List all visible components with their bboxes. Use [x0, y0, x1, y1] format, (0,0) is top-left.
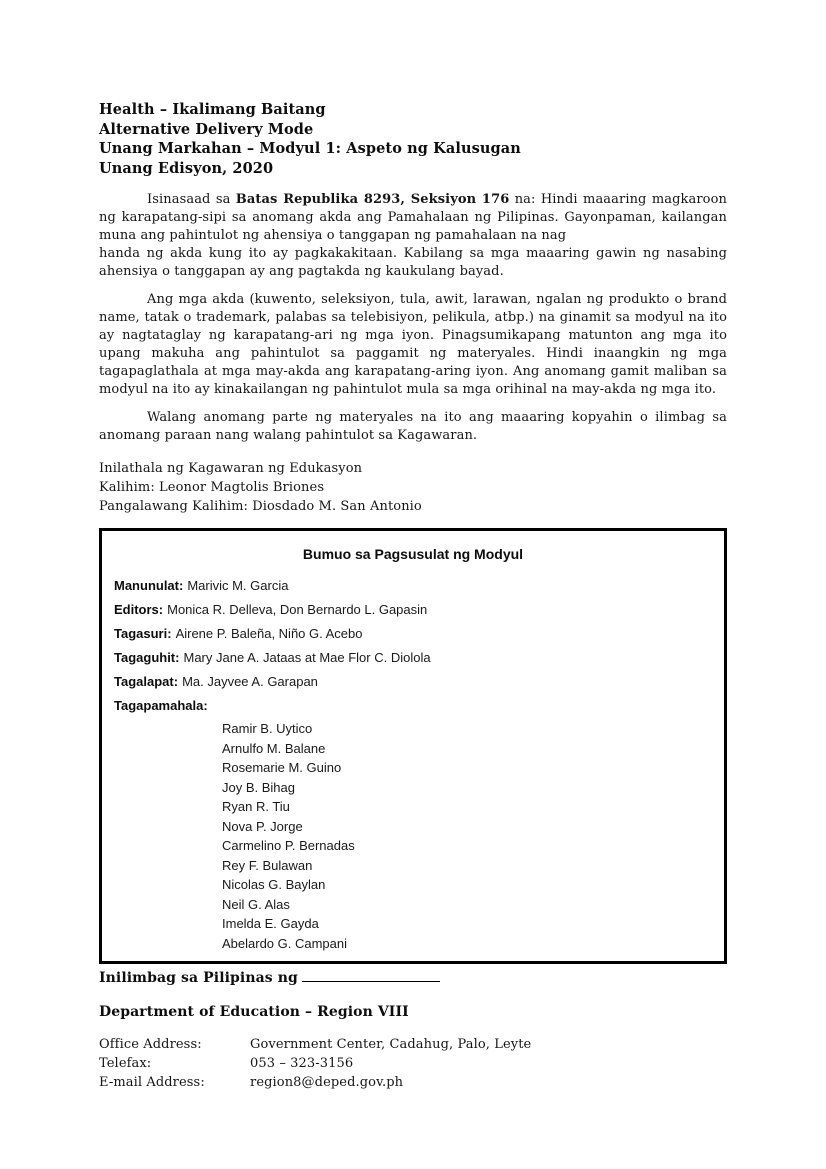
- printed-in-line: [99, 968, 727, 988]
- manager-name: Joy B. Bihag: [222, 779, 295, 795]
- manager-name: Rey F. Bulawan: [222, 857, 313, 873]
- published-by-line: Inilathala ng Kagawaran ng Edukasyon: [99, 461, 363, 476]
- credits-box-title: Bumuo sa Pagsusulat ng Modyul: [302, 546, 524, 562]
- management-label: Tagapamahala:: [114, 698, 208, 713]
- layout-artist-value: Ma. Jayvee A. Garapan: [182, 674, 318, 689]
- p1-continuation-text: handa ng akda kung ito ay pagkakakitaan. Kabilang sa mga maaaring gawin ng nasabing ahensiya o tanggapan ay ang pagtakda ng kaukulang bayad.: [99, 246, 727, 279]
- office-address-label: Office Address:: [99, 1037, 202, 1052]
- reviewers-value: Airene P. Baleña, Niño G. Acebo: [175, 626, 363, 641]
- module-title-line: Unang Markahan – Modyul 1: Aspeto ng Kalusugan: [99, 140, 521, 157]
- credit-row-writer: [114, 574, 712, 598]
- development-team-box: [99, 528, 727, 964]
- credit-row-reviewers: [114, 622, 712, 646]
- copyright-paragraph-1: [99, 191, 727, 281]
- writer-label: Manunulat:: [114, 578, 184, 593]
- department-office-line: Department of Education – Region VIII: [99, 1004, 409, 1020]
- manager-name: Imelda E. Gayda: [222, 916, 319, 931]
- layout-artist-label: Tagalapat:: [114, 674, 179, 689]
- module-subject-line: Health – Ikalimang Baitang: [99, 101, 326, 118]
- contact-row-telefax: [99, 1054, 727, 1073]
- manager-name: Ryan R. Tiu: [222, 799, 290, 814]
- contact-row-office-address: [99, 1035, 727, 1054]
- editors-value: Monica R. Delleva, Don Bernardo L. Gapasin: [167, 602, 428, 617]
- printed-in-label: Inilimbag sa Pilipinas ng: [99, 970, 298, 986]
- printer-blank-line: [302, 969, 440, 982]
- p1-law-reference: Batas Republika 8293, Seksiyon 176: [235, 192, 510, 207]
- p1-intro-text: Isinasaad sa: [147, 192, 236, 207]
- writer-value: Marivic M. Garcia: [187, 578, 289, 593]
- office-address-value: Government Center, Cadahug, Palo, Leyte: [250, 1037, 532, 1052]
- credit-row-management: [114, 694, 712, 718]
- illustrators-value: Mary Jane A. Jataas at Mae Flor C. Diolola: [183, 650, 431, 665]
- contact-info-block: [99, 1035, 727, 1092]
- telefax-label: Telefax:: [99, 1056, 152, 1071]
- credit-row-editors: [114, 598, 712, 622]
- module-header: [99, 100, 727, 178]
- manager-name: Nicolas G. Baylan: [222, 877, 326, 892]
- publisher-block: [99, 459, 727, 516]
- manager-name: Arnulfo M. Balane: [222, 740, 326, 756]
- email-label: E-mail Address:: [99, 1075, 205, 1090]
- module-delivery-mode-line: Alternative Delivery Mode: [99, 120, 314, 138]
- manager-name: Ramir B. Uytico: [222, 721, 313, 736]
- undersecretary-line: Pangalawang Kalihim: Diosdado M. San Antonio: [99, 499, 422, 514]
- manager-name: Carmelino P. Bernadas: [222, 838, 355, 853]
- credit-row-layout-artist: [114, 670, 712, 694]
- manager-name: Neil G. Alas: [222, 896, 290, 912]
- module-edition-line: Unang Edisyon, 2020: [99, 159, 274, 177]
- reviewers-label: Tagasuri:: [114, 626, 172, 641]
- telefax-value: 053 – 323-3156: [250, 1056, 354, 1071]
- contact-row-email: [99, 1073, 727, 1092]
- manager-name: Nova P. Jorge: [222, 818, 303, 834]
- copyright-paragraph-3: Walang anomang parte ng materyales na ito ang maaaring kopyahin o ilimbag sa anomang paraan nang walang pahintulot sa Kagawaran.: [99, 410, 727, 443]
- email-value: region8@deped.gov.ph: [250, 1075, 404, 1090]
- p1-rest-text: na: Hindi maaaring magkaroon ng karapatang-sipi sa anomang akda ang Pamahalaan ng Pilipinas. Gayonpaman, kailangan muna ang pahintulot ng ahensiya o tanggapan ng pamahalaan na nag: [99, 192, 727, 243]
- manager-name: Rosemarie M. Guino: [222, 760, 342, 775]
- management-team-list: [222, 719, 712, 953]
- credit-row-illustrators: [114, 646, 712, 670]
- copyright-paragraph-2: Ang mga akda (kuwento, seleksiyon, tula, awit, larawan, ngalan ng produkto o brand name, tatak o trademark, palabas sa telebisiyon, pelikula, atbp.) na ginamit sa modyul na ito ay nagtataglay ng karapatang-ari ng mga iyon. Pinagsumikapang matunton ang mga ito upang makuha ang pahintulot sa paggamit ng materyales. Hindi inaangkin ng mga tagapaglathala at mga may-akda ang karapatang-aring iyon. Ang anomang gamit maliban sa modyul na ito ay kinakailangan ng pahintulot mula sa mga orihinal na may-akda ng mga ito.: [99, 292, 727, 397]
- illustrators-label: Tagaguhit:: [114, 650, 180, 665]
- manager-name: Abelardo G. Campani: [222, 935, 348, 951]
- editors-label: Editors:: [114, 602, 164, 617]
- secretary-line: Kalihim: Leonor Magtolis Briones: [99, 480, 325, 495]
